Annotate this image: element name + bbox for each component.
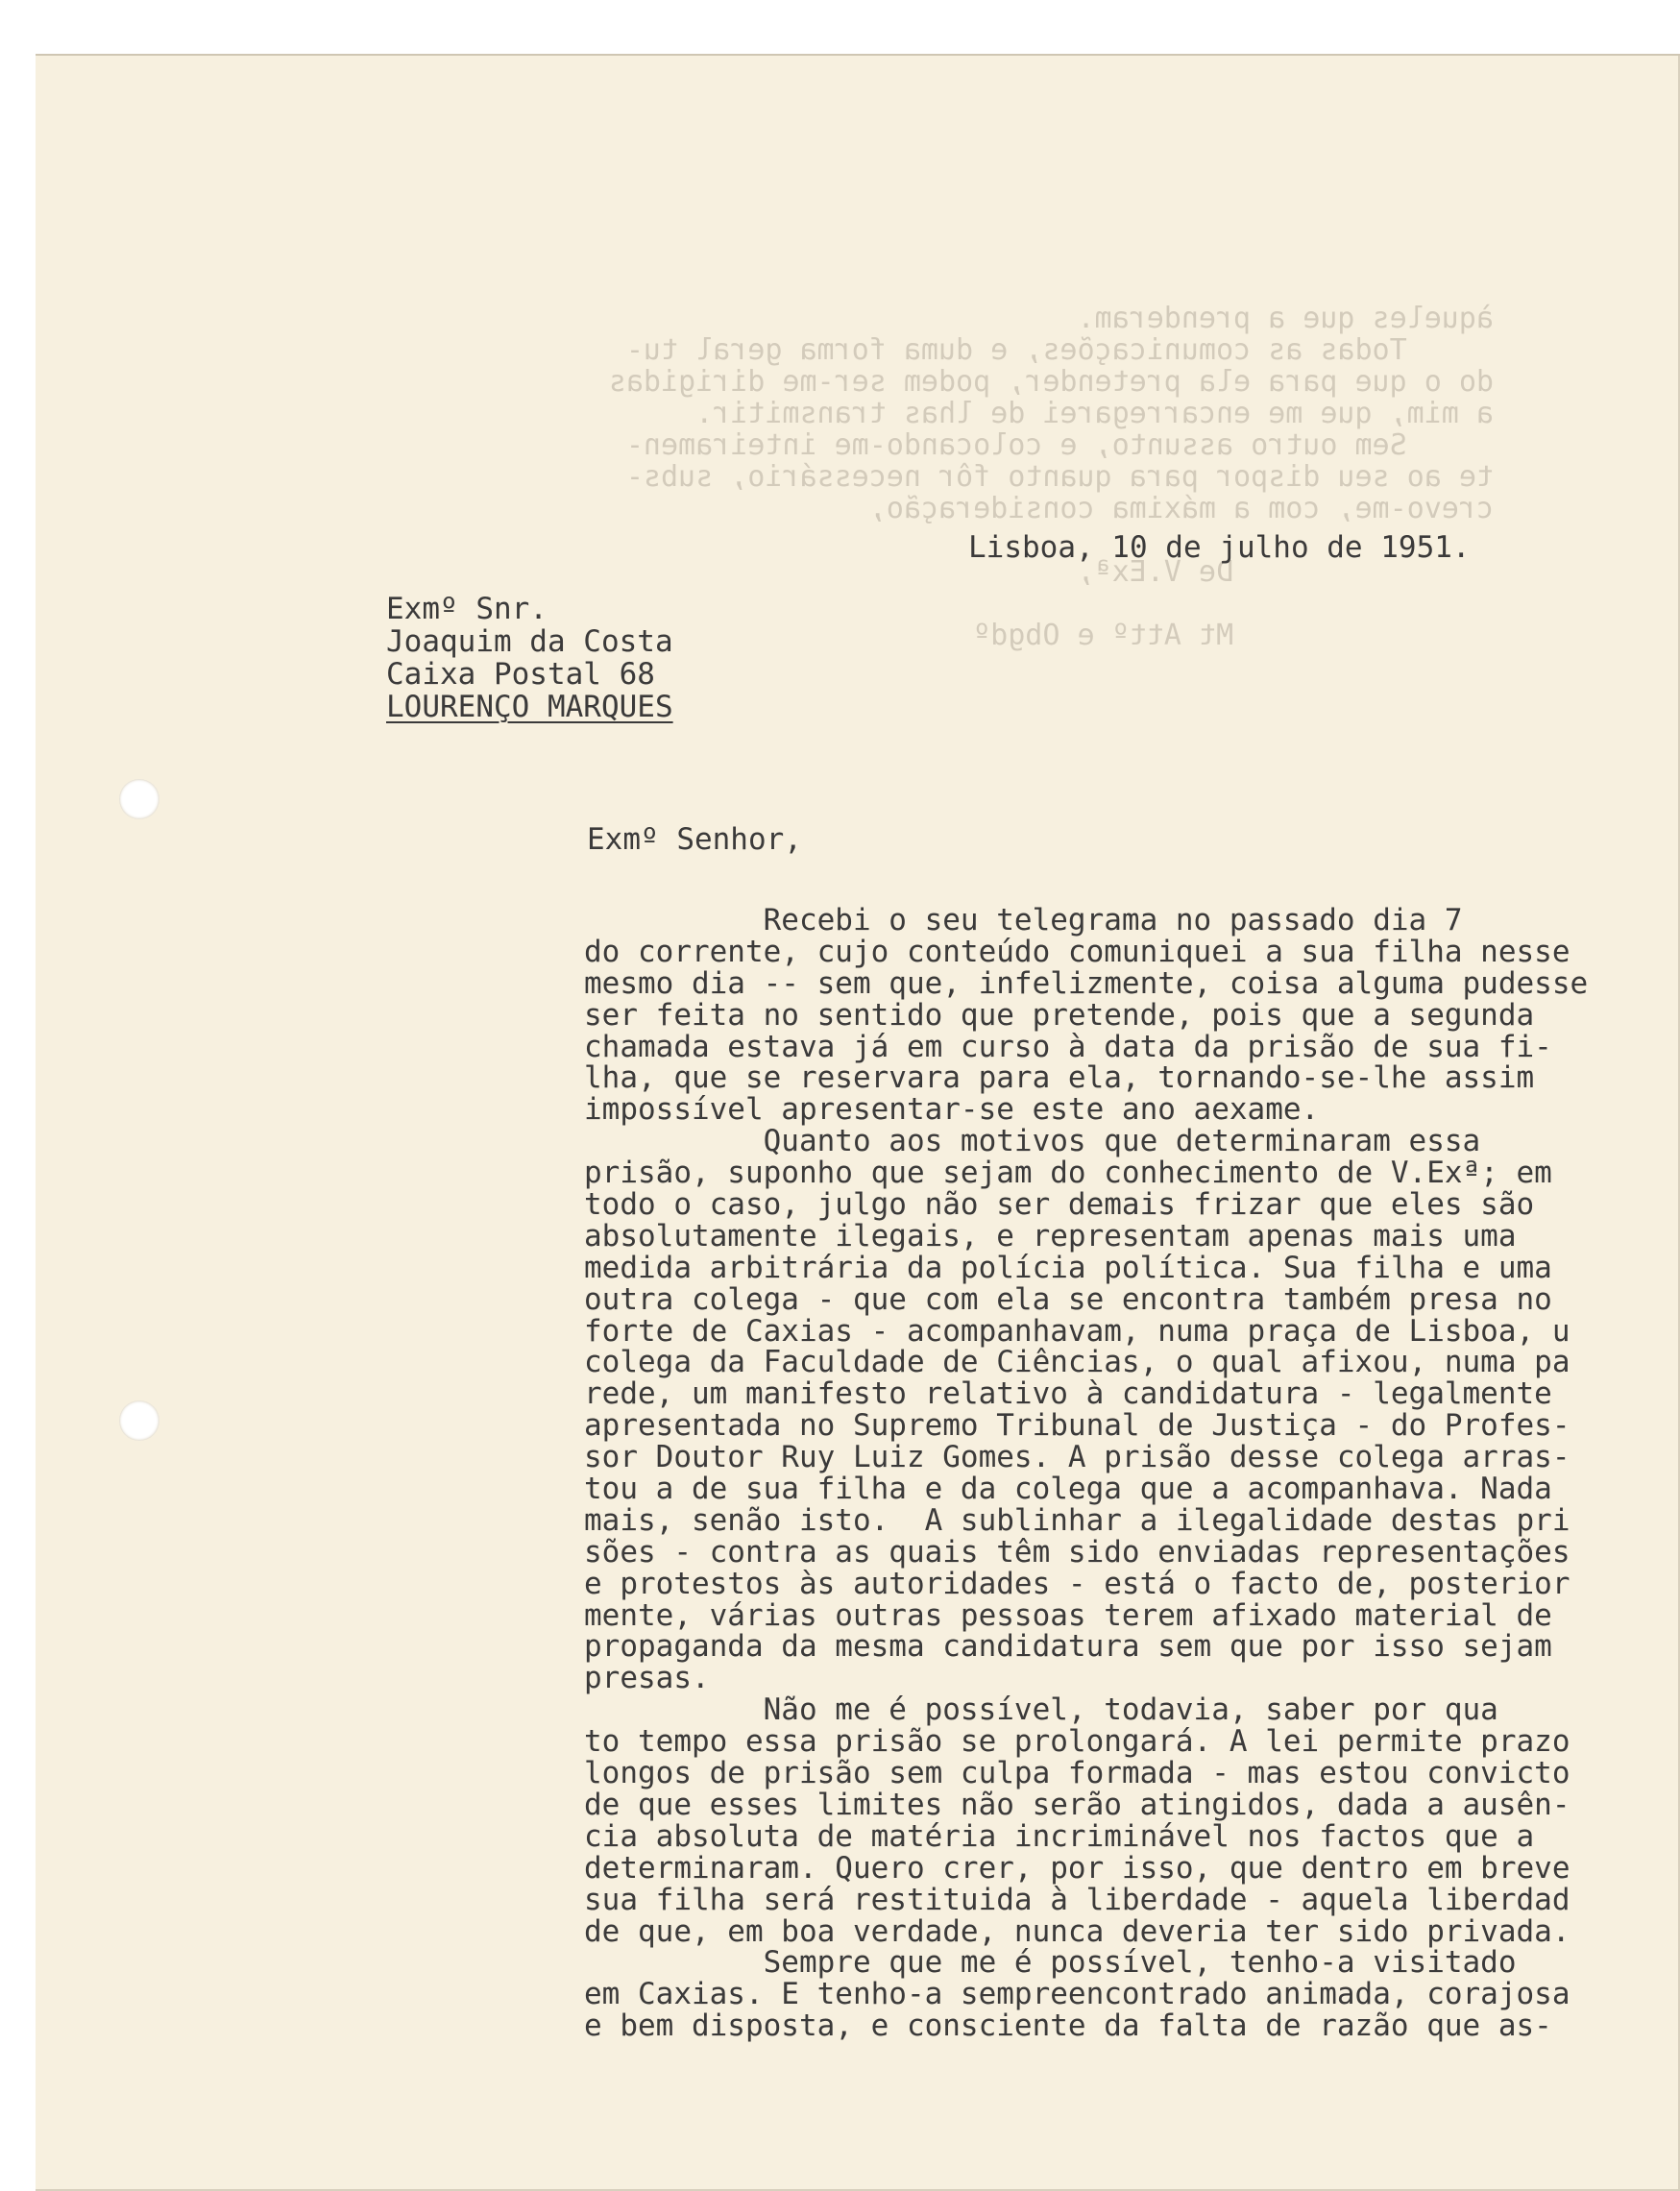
show-through-text: [533, 303, 1494, 651]
show-through-line: Mt Attº e Obgdº: [973, 619, 1494, 652]
body-line: em Caxias. E tenho-a sempreencontrado animada, corajosa: [584, 1977, 1570, 2012]
salutation: Exmº Senhor,: [587, 822, 802, 857]
body-line: outra colega - que com ela se encontra também presa no: [584, 1281, 1552, 1317]
body-line: todo o caso, julgo não ser demais frizar que eles são: [584, 1187, 1535, 1223]
body-line: de que esses limites não serão atingidos, dada a ausên-: [584, 1787, 1570, 1822]
recipient-city: LOURENÇO MARQUES: [386, 690, 673, 724]
body-line: ser feita no sentido que pretende, pois que a segunda: [584, 997, 1535, 1033]
recipient-title: Exmº Snr.: [386, 592, 548, 626]
body-line: tou a de sua filha e da colega que a acompanhava. Nada: [584, 1472, 1552, 1507]
punch-hole-bottom: [119, 1400, 159, 1441]
body-line: presas.: [584, 1661, 710, 1696]
body-line: chamada estava já em curso à data da prisão de sua fi-: [584, 1029, 1552, 1064]
recipient-address: Caixa Postal 68: [386, 657, 655, 692]
punch-hole-top: [119, 779, 159, 819]
body-line: mente, várias outras pessoas terem afixado material de: [584, 1597, 1552, 1633]
recipient-name: Joaquim da Costa: [386, 624, 673, 659]
body-line: cia absoluta de matéria incriminável nos factos que a: [584, 1818, 1535, 1854]
body-line: determinaram. Quero crer, por isso, que dentro em breve: [584, 1850, 1570, 1886]
show-through-line: àqueles que a prenderam.: [1077, 302, 1494, 335]
body-line: Não me é possível, todavia, saber por qua: [584, 1692, 1498, 1728]
body-line: to tempo essa prisão se prolongará. A lei permite prazo: [584, 1724, 1570, 1760]
body-line: medida arbitrária da polícia política. Sua filha e uma: [584, 1250, 1552, 1285]
body-line: sões - contra as quais têm sido enviadas representações: [584, 1534, 1570, 1570]
body-line: e protestos às autoridades - está o facto de, posterior: [584, 1566, 1570, 1601]
body-line: do corrente, cujo conteúdo comuniquei a sua filha nesse: [584, 934, 1570, 969]
dateline: Lisboa, 10 de julho de 1951.: [968, 530, 1471, 565]
body-line: prisão, suponho que sejam do conhecimento de V.Exª; em: [584, 1156, 1552, 1191]
show-through-line: crevo-me, com a máxima consideração,: [868, 492, 1494, 525]
body-line: longos de prisão sem culpa formada - mas estou convicto: [584, 1756, 1570, 1791]
body-line: apresentada no Supremo Tribunal de Justiça - do Profes-: [584, 1408, 1570, 1444]
body-line: propaganda da mesma candidatura sem que por isso sejam: [584, 1629, 1552, 1665]
letter-body: [584, 905, 1650, 2042]
body-line: Sempre que me é possível, tenho-a visitado: [584, 1945, 1517, 1981]
body-line: Quanto aos motivos que determinaram essa: [584, 1124, 1481, 1159]
show-through-line: Sem outro assunto, e colocando-me inteiramen-: [625, 428, 1494, 462]
show-through-line: do o que para ela pretender, podem ser-me dirigidas: [608, 365, 1494, 399]
body-line: mesmo dia -- sem que, infelizmente, coisa alguma pudesse: [584, 965, 1589, 1001]
body-line: Recebi o seu telegrama no passado dia 7: [584, 903, 1463, 937]
show-through-line: a mim, que me encarregarei de lhas transmitir.: [695, 397, 1494, 430]
body-line: rede, um manifesto relativo à candidatura - legalmente: [584, 1376, 1552, 1412]
show-through-line: De V.Exª,: [1077, 555, 1494, 589]
show-through-line: [533, 588, 1494, 620]
body-line: lha, que se reservara para ela, tornando-se-lhe assim: [584, 1060, 1535, 1096]
body-line: sor Doutor Ruy Luiz Gomes. A prisão desse colega arras-: [584, 1440, 1570, 1475]
body-line: absolutamente ilegais, e representam apenas mais uma: [584, 1218, 1517, 1254]
body-line: forte de Caxias - acompanhavam, numa praça de Lisboa, u: [584, 1313, 1570, 1349]
body-line: colega da Faculdade de Ciências, o qual afixou, numa pa: [584, 1345, 1570, 1380]
body-line: mais, senão isto. A sublinhar a ilegalidade destas pri: [584, 1502, 1570, 1538]
body-line: impossível apresentar-se este ano aexame.: [584, 1092, 1320, 1128]
body-line: e bem disposta, e consciente da falta de razão que as-: [584, 2008, 1552, 2044]
show-through-line: te ao seu dispor para quanto fôr necessário, subs-: [625, 460, 1494, 494]
body-line: de que, em boa verdade, nunca deveria ter sido privada.: [584, 1913, 1570, 1949]
show-through-line: Todas as comunicações, e duma forma geral tu-: [625, 333, 1494, 367]
body-line: sua filha será restituida à liberdade - aquela liberdad: [584, 1882, 1570, 1917]
